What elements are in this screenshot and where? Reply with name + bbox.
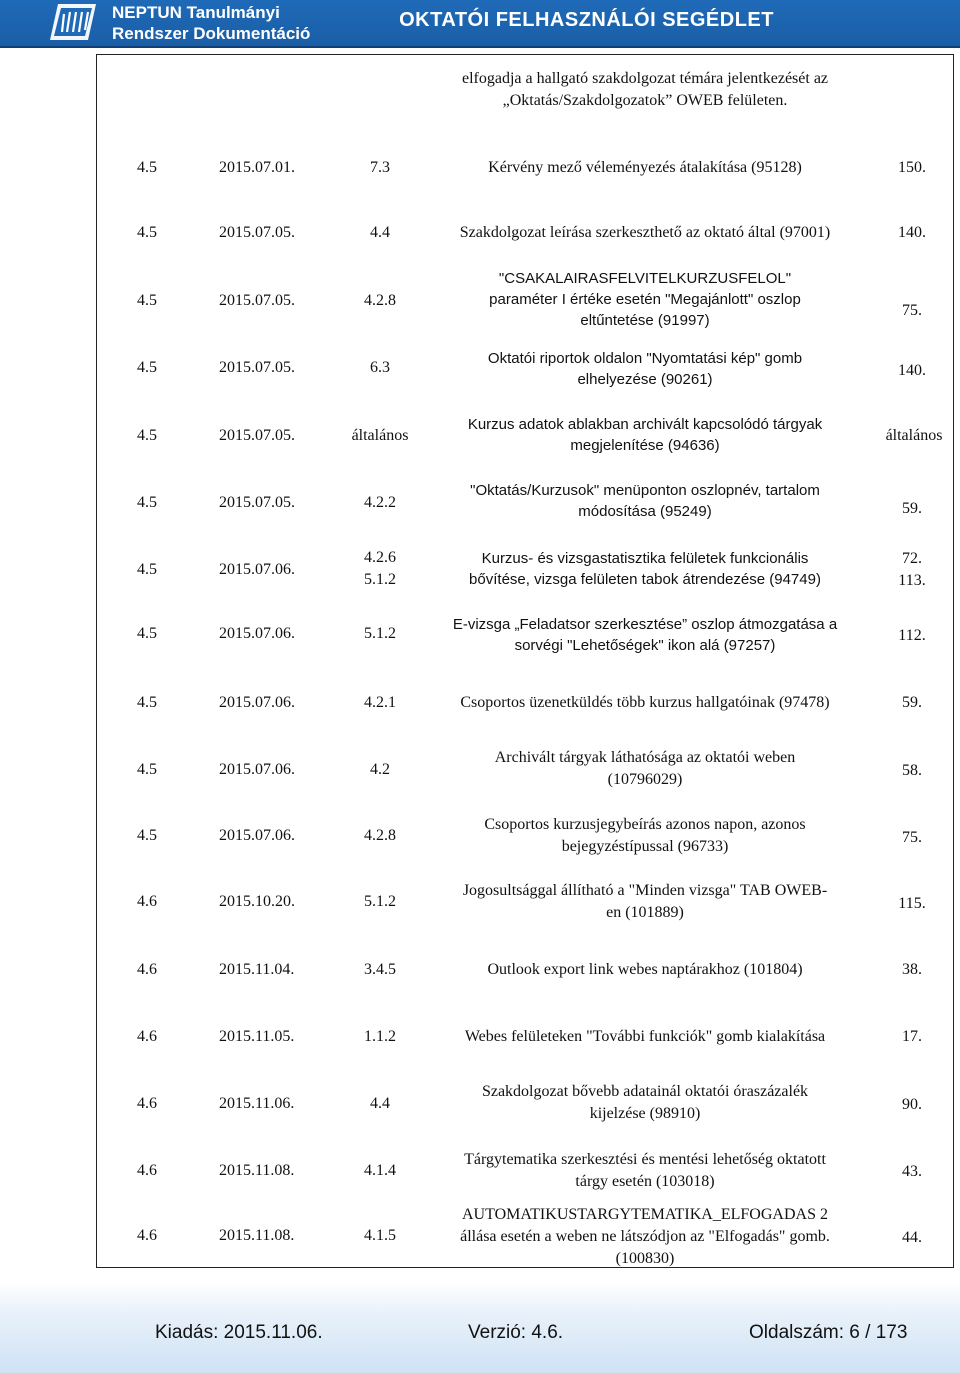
description-line: bővítése, vizsga felületen tabok átrendezése (94749) [469, 571, 821, 588]
neptun-logo-icon [48, 2, 98, 42]
section-cell: 4.2.8 [364, 827, 396, 844]
version-cell: 4.6 [137, 1028, 157, 1045]
version-cell: 4.5 [137, 292, 157, 309]
description-cell: Csoportos üzenetküldés több kurzus hallgatóinak (97478) [460, 694, 830, 711]
page-cell: 75. [902, 829, 922, 846]
version-cell: 4.6 [137, 961, 157, 978]
footer-version: Verzió: 4.6. [468, 1322, 564, 1343]
date-cell: 2015.07.05. [219, 359, 295, 376]
page-cell [864, 548, 960, 592]
description-line: Szakdolgozat bővebb adatainál oktatói óraszázalék [481, 1083, 809, 1100]
version-cell: 4.5 [137, 159, 157, 176]
section-line: 5.1.2 [364, 571, 396, 588]
page-cell: 150. [898, 159, 926, 176]
description-cell [437, 414, 853, 456]
footer-page-number: Oldalszám: 6 / 173 [749, 1322, 908, 1343]
description-cell: Webes felületeken "További funkciók" gomb kialakítása [464, 1028, 826, 1045]
date-cell: 2015.11.05. [219, 1028, 295, 1045]
section-cell: 1.1.2 [364, 1028, 396, 1045]
section-cell: általános [351, 427, 409, 444]
section-cell: 4.2.8 [364, 292, 396, 309]
description-line: (100830) [615, 1250, 675, 1267]
description-line: Oktatói riportok oldalon "Nyomtatási kép" gomb [487, 350, 803, 367]
section-line: 4.2.6 [364, 549, 396, 566]
description-line: E-vizsga „Feladatsor szerkesztése” oszlop átmozgatása a [452, 616, 838, 633]
version-cell: 4.5 [137, 625, 157, 642]
description-line: en (101889) [606, 904, 684, 921]
description-line: "CSAKALAIRASFELVITELKURZUSFELOL" [498, 270, 792, 287]
version-cell: 4.6 [137, 1227, 157, 1244]
section-cell: 4.2.2 [364, 494, 396, 511]
intro-line: „Oktatás/Szakdolgozatok” OWEB felületen. [502, 92, 788, 109]
section-cell: 4.2.1 [364, 694, 396, 711]
description-line: Kurzus adatok ablakban archivált kapcsolódó tárgyak [467, 416, 823, 433]
system-title-line2: Rendszer Dokumentáció [112, 24, 311, 43]
description-cell [437, 548, 853, 590]
description-line: bejegyzéstípussal (96733) [561, 838, 729, 855]
page-cell: 44. [902, 1229, 922, 1246]
intro-line: elfogadja a hallgató szakdolgozat témára jelentkezését az [461, 70, 829, 87]
description-line: paraméter I értéke esetén "Megajánlott" oszlop [489, 291, 801, 308]
document-title: OKTATÓI FELHASZNÁLÓI SEGÉDLET [399, 9, 774, 31]
description-line: Archivált tárgyak láthatósága az oktatói weben [494, 749, 796, 766]
page-cell: 59. [902, 694, 922, 711]
page-cell: 140. [898, 362, 926, 379]
description-cell [437, 814, 853, 858]
footer-issue-date: Kiadás: 2015.11.06. [155, 1322, 323, 1343]
description-cell: Kérvény mező véleményezés átalakítása (95128) [488, 159, 802, 176]
date-cell: 2015.07.06. [219, 561, 295, 578]
page-header [0, 0, 960, 48]
date-cell: 2015.07.01. [219, 159, 295, 176]
description-cell [437, 268, 853, 331]
date-cell: 2015.07.06. [219, 761, 295, 778]
description-cell [437, 614, 853, 656]
version-cell: 4.5 [137, 561, 157, 578]
page-cell: 115. [898, 895, 926, 912]
description-line: (10796029) [607, 771, 683, 788]
page-cell: 38. [902, 961, 922, 978]
version-cell: 4.5 [137, 761, 157, 778]
version-cell: 4.5 [137, 494, 157, 511]
description-line: AUTOMATIKUSTARGYTEMATIKA_ELFOGADAS 2 [462, 1206, 828, 1223]
section-cell: 4.4 [370, 224, 390, 241]
section-cell: 5.1.2 [364, 625, 396, 642]
version-cell: 4.5 [137, 224, 157, 241]
description-line: "Oktatás/Kurzusok" menüponton oszlopnév, tartalom [470, 482, 820, 499]
section-cell: 3.4.5 [364, 961, 396, 978]
page-cell: 59. [902, 500, 922, 517]
date-cell: 2015.11.06. [219, 1095, 295, 1112]
date-cell: 2015.11.08. [219, 1227, 295, 1244]
description-line: Kurzus- és vizsgastatisztika felületek funkcionális [481, 550, 809, 567]
version-cell: 4.5 [137, 827, 157, 844]
section-cell [350, 547, 410, 591]
page-cell: 75. [902, 302, 922, 319]
date-cell: 2015.07.06. [219, 625, 295, 642]
date-cell: 2015.11.04. [219, 961, 295, 978]
description-cell [437, 880, 853, 924]
description-cell [437, 348, 853, 390]
section-cell: 4.1.5 [364, 1227, 396, 1244]
description-line: Jogosultsággal állítható a "Minden vizsga" TAB OWEB- [462, 882, 828, 899]
page-line: 113. [898, 572, 926, 589]
description-cell [437, 1204, 853, 1270]
description-line: kijelzése (98910) [589, 1105, 701, 1122]
section-cell: 4.1.4 [364, 1162, 396, 1179]
page-line: 72. [902, 550, 922, 567]
date-cell: 2015.10.20. [219, 893, 295, 910]
description-cell [437, 1081, 853, 1125]
description-line: módosítása (95249) [578, 503, 712, 520]
version-cell: 4.6 [137, 1162, 157, 1179]
section-cell: 4.2 [370, 761, 390, 778]
date-cell: 2015.07.05. [219, 292, 295, 309]
version-cell: 4.6 [137, 893, 157, 910]
description-cell [437, 1149, 853, 1193]
description-cell: Outlook export link webes naptárakhoz (101804) [487, 961, 803, 978]
date-cell: 2015.07.05. [219, 494, 295, 511]
version-cell: 4.5 [137, 359, 157, 376]
description-line: Csoportos kurzusjegybeírás azonos napon, azonos [484, 816, 806, 833]
description-line: tárgy esetén (103018) [575, 1173, 715, 1190]
section-cell: 4.4 [370, 1095, 390, 1112]
description-cell: Szakdolgozat leírása szerkeszthető az oktató által (97001) [459, 224, 831, 241]
description-line: sorvégi "Lehetőségek" ikon alá (97257) [514, 637, 776, 654]
section-cell: 5.1.2 [364, 893, 396, 910]
page-cell: 58. [902, 762, 922, 779]
page-cell: 17. [902, 1028, 922, 1045]
description-line: állása esetén a weben ne látszódjon az "Elfogadás" gomb. [460, 1228, 830, 1245]
section-cell: 6.3 [370, 359, 390, 376]
description-cell [437, 480, 853, 522]
system-title-line1: NEPTUN Tanulmányi [112, 3, 280, 22]
page-cell: 140. [898, 224, 926, 241]
intro-text [437, 68, 853, 112]
page-cell: 43. [902, 1163, 922, 1180]
version-cell: 4.6 [137, 1095, 157, 1112]
date-cell: 2015.11.08. [219, 1162, 295, 1179]
date-cell: 2015.07.06. [219, 694, 295, 711]
version-cell: 4.5 [137, 427, 157, 444]
page-cell: 112. [898, 627, 926, 644]
section-cell: 7.3 [370, 159, 390, 176]
description-line: megjelenítése (94636) [570, 437, 720, 454]
page-cell: általános [885, 427, 943, 444]
description-line: eltűntetése (91997) [580, 312, 710, 329]
date-cell: 2015.07.05. [219, 427, 295, 444]
date-cell: 2015.07.06. [219, 827, 295, 844]
description-line: Tárgytematika szerkesztési és mentési lehetőség oktatott [464, 1151, 826, 1168]
page-cell: 90. [902, 1096, 922, 1113]
system-title [112, 2, 310, 44]
version-cell: 4.5 [137, 694, 157, 711]
date-cell: 2015.07.05. [219, 224, 295, 241]
description-line: elhelyezése (90261) [577, 371, 713, 388]
description-cell [437, 747, 853, 791]
